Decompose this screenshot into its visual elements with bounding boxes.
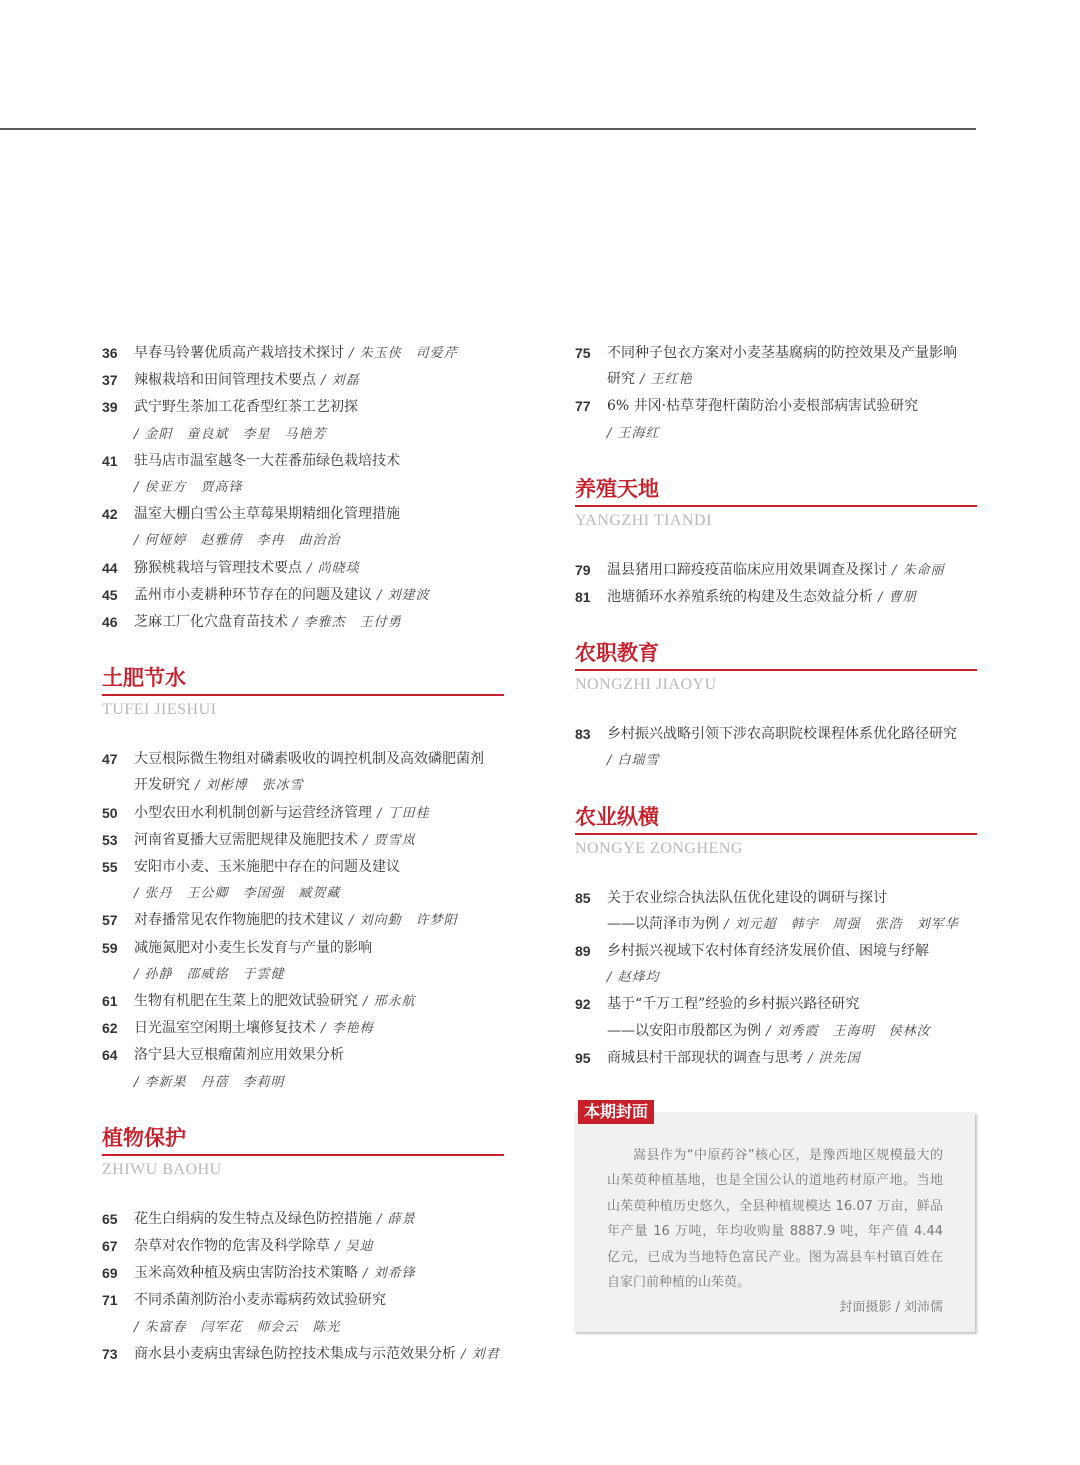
toc-authors: / 张丹 王公卿 李国强 臧贺藏 xyxy=(134,886,341,902)
toc-article-title: 辣椒栽培和田间管理技术要点 xyxy=(134,372,316,389)
toc-title-continuation: 研究 xyxy=(607,371,635,388)
toc-authors: / 李新果 丹蓓 李莉明 xyxy=(134,1074,285,1090)
toc-entry[interactable] xyxy=(575,938,977,991)
toc-continuation-line xyxy=(134,421,522,448)
toc-authors: / 李雅杰 王付勇 xyxy=(288,615,402,631)
toc-authors: / 邢永航 xyxy=(358,994,416,1010)
toc-article-title: 生物有机肥在生菜上的肥效试验研究 xyxy=(134,993,358,1010)
toc-entry[interactable] xyxy=(102,367,522,394)
section-rule xyxy=(575,669,977,671)
toc-article-title: 乡村振兴视域下农村体育经济发展价值、困境与纾解 xyxy=(607,943,929,960)
toc-article-title: 驻马店市温室越冬一大茬番茄绿色栽培技术 xyxy=(134,452,400,469)
section-tufei xyxy=(102,664,522,720)
toc-continuation-line xyxy=(134,961,522,988)
toc-page-number: 71 xyxy=(102,1292,118,1309)
toc-continuation-line xyxy=(134,527,522,554)
toc-page-number: 36 xyxy=(102,345,118,361)
toc-entry[interactable] xyxy=(102,582,522,609)
toc-entry[interactable] xyxy=(102,609,522,636)
cover-note-tag: 本期封面 xyxy=(578,1100,654,1124)
section-rule xyxy=(102,694,504,696)
toc-authors: / 朱富春 闫军花 师会云 陈光 xyxy=(134,1319,341,1335)
toc-entry[interactable] xyxy=(102,501,522,554)
toc-authors: / 刘磊 xyxy=(316,373,360,389)
toc-entry[interactable] xyxy=(102,448,522,501)
toc-article-title: 日光温室空闲期土壤修复技术 xyxy=(134,1020,316,1037)
toc-article-title: 大豆根际微生物组对磷素吸收的调控机制及高效磷肥菌剂 xyxy=(134,751,484,768)
section-title: 植物保护 xyxy=(102,1124,186,1150)
toc-page-number: 64 xyxy=(102,1047,118,1064)
right-column xyxy=(575,340,977,1072)
toc-entry[interactable] xyxy=(575,885,977,938)
section-title: 农业纵横 xyxy=(575,803,659,829)
toc-page-number: 89 xyxy=(575,943,591,960)
toc-article-title: 小型农田水利机制创新与运营经济管理 xyxy=(134,804,372,821)
toc-entry[interactable] xyxy=(102,340,522,367)
section-pinyin: NONGYE ZONGHENG xyxy=(575,839,743,857)
toc-authors: / 王海红 xyxy=(607,425,660,441)
toc-authors: / 尚晓琰 xyxy=(302,560,360,576)
toc-page-number: 75 xyxy=(575,345,591,361)
toc-group-tufei xyxy=(102,746,522,1096)
toc-article-title: 猕猴桃栽培与管理技术要点 xyxy=(134,559,302,576)
toc-authors: / 曹朋 xyxy=(873,590,917,606)
toc-authors: / 李艳梅 xyxy=(316,1021,374,1037)
toc-entry[interactable] xyxy=(102,1341,522,1368)
left-column xyxy=(102,340,522,1368)
toc-page-number: 83 xyxy=(575,726,591,743)
toc-entry[interactable] xyxy=(102,800,522,827)
toc-title-continuation: ——以菏泽市为例 xyxy=(607,915,719,932)
toc-page-number: 59 xyxy=(102,939,118,956)
toc-authors: / 刘元超 韩宇 周强 张浩 刘军华 xyxy=(719,916,959,932)
toc-entry[interactable] xyxy=(102,1015,522,1042)
cover-note-text: 嵩县作为“中原药谷”核心区，是豫西地区规模最大的山茱萸种植基地，也是全国公认的道地药材原产地。当地山茱萸种植历史悠久，全县种植规模达 16.07 万亩，鲜品年产量 16 万吨，年均收购量 8887.9 吨，年产值 4.44 亿元，已成为当地特色富民产业。图为嵩县车村镇百姓在自家门前种植的山茱萸。 xyxy=(607,1148,943,1291)
toc-group-left-top xyxy=(102,340,522,636)
toc-authors: / 刘君 xyxy=(456,1346,500,1362)
section-pinyin: YANGZHI TIANDI xyxy=(575,511,712,529)
toc-group-zhiwu xyxy=(102,1206,522,1368)
toc-continuation-line xyxy=(607,964,977,991)
toc-authors: / 白瑞雪 xyxy=(607,753,660,769)
toc-entry[interactable] xyxy=(102,1206,522,1233)
toc-article-title: 不同种子包衣方案对小麦茎基腐病的防控效果及产量影响 xyxy=(607,345,957,361)
section-rule xyxy=(575,833,977,835)
toc-entry[interactable] xyxy=(102,935,522,988)
toc-entry[interactable] xyxy=(575,557,977,584)
toc-article-title: 花生白绢病的发生特点及绿色防控措施 xyxy=(134,1210,372,1227)
toc-group-right-top xyxy=(575,340,977,447)
toc-title-continuation: ——以安阳市殷都区为例 xyxy=(607,1022,761,1039)
toc-article-title: 对春播常见农作物施肥的技术建议 xyxy=(134,912,344,929)
toc-page-number: 39 xyxy=(102,399,118,416)
toc-entry[interactable] xyxy=(102,827,522,854)
toc-authors: / 洪先国 xyxy=(803,1050,861,1066)
toc-article-title: 温县猪用口蹄疫疫苗临床应用效果调查及探讨 xyxy=(607,561,887,578)
cover-photo-credit: 封面摄影 / 刘沛儒 xyxy=(839,1300,943,1315)
toc-authors: / 刘秀霞 王海明 侯林汝 xyxy=(761,1023,931,1039)
toc-page-number: 67 xyxy=(102,1238,118,1255)
toc-page-number: 69 xyxy=(102,1265,118,1282)
section-pinyin: TUFEI JIESHUI xyxy=(102,701,217,719)
section-title: 农职教育 xyxy=(575,640,659,666)
toc-entry[interactable] xyxy=(102,1260,522,1287)
toc-authors: / 赵烽均 xyxy=(607,970,660,986)
toc-article-title: 孟州市小麦耕种环节存在的问题及建议 xyxy=(134,586,372,603)
toc-continuation-line xyxy=(134,772,522,799)
toc-authors: / 刘向勤 许梦阳 xyxy=(344,913,458,929)
section-nongye xyxy=(575,803,977,859)
toc-entry[interactable] xyxy=(102,555,522,582)
toc-entry[interactable] xyxy=(102,1042,522,1095)
toc-entry[interactable] xyxy=(102,854,522,907)
toc-article-title: 商水县小麦病虫害绿色防控技术集成与示范效果分析 xyxy=(134,1345,456,1362)
toc-authors: / 王红艳 xyxy=(635,372,693,388)
section-title: 养殖天地 xyxy=(575,475,659,501)
toc-article-title: 不同杀菌剂防治小麦赤霉病药效试验研究 xyxy=(134,1292,386,1309)
toc-continuation-line xyxy=(607,911,977,938)
section-title: 土肥节水 xyxy=(102,665,186,691)
toc-authors: / 刘希锋 xyxy=(358,1266,416,1282)
toc-entry[interactable] xyxy=(575,1045,977,1072)
toc-article-title: 武宁野生茶加工花香型红茶工艺初探 xyxy=(134,399,358,416)
toc-continuation-line xyxy=(607,747,977,774)
toc-group-nongye xyxy=(575,885,977,1072)
toc-entry[interactable] xyxy=(102,394,522,447)
toc-authors: / 何娅婷 赵雅倩 李冉 曲治治 xyxy=(134,533,341,549)
section-yangzhi xyxy=(575,475,977,531)
toc-page-number: 53 xyxy=(102,831,118,848)
toc-article-title: 洛宁县大豆根瘤菌剂应用效果分析 xyxy=(134,1047,344,1064)
toc-page-number: 65 xyxy=(102,1210,118,1227)
toc-entry[interactable] xyxy=(102,1287,522,1340)
section-rule xyxy=(102,1154,504,1156)
toc-authors: / 朱玉侠 司爱芹 xyxy=(344,346,458,361)
toc-authors: / 孙静 邵威铭 于雲健 xyxy=(134,966,285,982)
toc-article-title: 乡村振兴战略引领下涉农高职院校课程体系优化路径研究 xyxy=(607,726,957,743)
toc-article-title: 商城县村干部现状的调查与思考 xyxy=(607,1049,803,1066)
toc-entry[interactable] xyxy=(102,907,522,934)
toc-entry[interactable] xyxy=(575,584,977,611)
toc-authors: / 侯亚方 贾高锋 xyxy=(134,480,243,496)
toc-continuation-line xyxy=(607,366,977,393)
toc-article-title: 池塘循环水养殖系统的构建及生态效益分析 xyxy=(607,589,873,606)
toc-page-number: 42 xyxy=(102,506,118,523)
toc-page-number: 79 xyxy=(575,561,591,578)
toc-page-number: 85 xyxy=(575,889,591,906)
toc-page-number: 55 xyxy=(102,859,118,876)
toc-page-number: 44 xyxy=(102,559,118,576)
toc-article-title: 温室大棚白雪公主草莓果期精细化管理措施 xyxy=(134,506,400,523)
toc-entry[interactable] xyxy=(102,1233,522,1260)
toc-page-number: 46 xyxy=(102,614,118,631)
toc-entry[interactable] xyxy=(102,988,522,1015)
toc-page-number: 77 xyxy=(575,398,591,415)
toc-authors: / 丁田桂 xyxy=(372,805,430,821)
toc-page-number: 37 xyxy=(102,372,118,389)
toc-continuation-line xyxy=(134,1314,522,1341)
section-pinyin: ZHIWU BAOHU xyxy=(102,1160,222,1178)
toc-authors: / 吴迪 xyxy=(330,1239,374,1255)
toc-article-title: 杂草对农作物的危害及科学除草 xyxy=(134,1238,330,1255)
toc-page-number: 61 xyxy=(102,993,118,1010)
toc-article-title: 减施氮肥对小麦生长发育与产量的影响 xyxy=(134,939,372,956)
section-nongzhi xyxy=(575,639,977,695)
toc-authors: / 刘彬博 张冰雪 xyxy=(190,778,304,794)
toc-article-title: 6% 井冈·枯草芽孢杆菌防治小麦根部病害试验研究 xyxy=(607,398,919,415)
toc-page-number: 57 xyxy=(102,912,118,929)
toc-entry[interactable] xyxy=(575,721,977,774)
toc-continuation-line xyxy=(134,880,522,907)
section-zhiwu xyxy=(102,1124,522,1180)
toc-article-title: 关于农业综合执法队伍优化建设的调研与探讨 xyxy=(607,889,887,906)
toc-authors: / 朱命丽 xyxy=(887,562,945,578)
toc-article-title: 安阳市小麦、玉米施肥中存在的问题及建议 xyxy=(134,859,400,876)
toc-page-number: 73 xyxy=(102,1345,118,1362)
toc-continuation-line xyxy=(607,420,977,447)
toc-authors: / 金阳 童良斌 李星 马艳芳 xyxy=(134,426,327,442)
toc-article-title: 芝麻工厂化穴盘育苗技术 xyxy=(134,614,288,631)
toc-title-continuation: 开发研究 xyxy=(134,777,190,794)
toc-authors: / 刘建波 xyxy=(372,587,430,603)
toc-authors: / 薛景 xyxy=(372,1211,416,1227)
section-pinyin: NONGZHI JIAOYU xyxy=(575,676,717,694)
toc-continuation-line xyxy=(134,1069,522,1096)
toc-article-title: 早春马铃薯优质高产栽培技术探讨 xyxy=(134,345,344,361)
toc-entry[interactable] xyxy=(575,340,977,393)
top-rule xyxy=(0,128,976,130)
toc-page-number: 95 xyxy=(575,1049,591,1066)
toc-group-yangzhi xyxy=(575,557,977,611)
toc-continuation-line xyxy=(134,474,522,501)
toc-entry[interactable] xyxy=(575,393,977,446)
toc-entry[interactable] xyxy=(575,991,977,1044)
toc-page-number: 47 xyxy=(102,751,118,768)
toc-article-title: 基于“千万工程”经验的乡村振兴路径研究 xyxy=(607,996,860,1013)
toc-article-title: 玉米高效种植及病虫害防治技术策略 xyxy=(134,1265,358,1282)
toc-page-number: 45 xyxy=(102,586,118,603)
toc-authors: / 贾雪岚 xyxy=(358,832,416,848)
toc-page-number: 50 xyxy=(102,804,118,821)
toc-article-title: 河南省夏播大豆需肥规律及施肥技术 xyxy=(134,831,358,848)
section-rule xyxy=(575,505,977,507)
toc-page-number: 62 xyxy=(102,1020,118,1037)
toc-entry[interactable] xyxy=(102,746,522,799)
toc-page-number: 41 xyxy=(102,452,118,469)
toc-page-number: 81 xyxy=(575,589,591,606)
toc-group-nongzhi xyxy=(575,721,977,774)
toc-continuation-line xyxy=(607,1018,977,1045)
toc-page-number: 92 xyxy=(575,996,591,1013)
